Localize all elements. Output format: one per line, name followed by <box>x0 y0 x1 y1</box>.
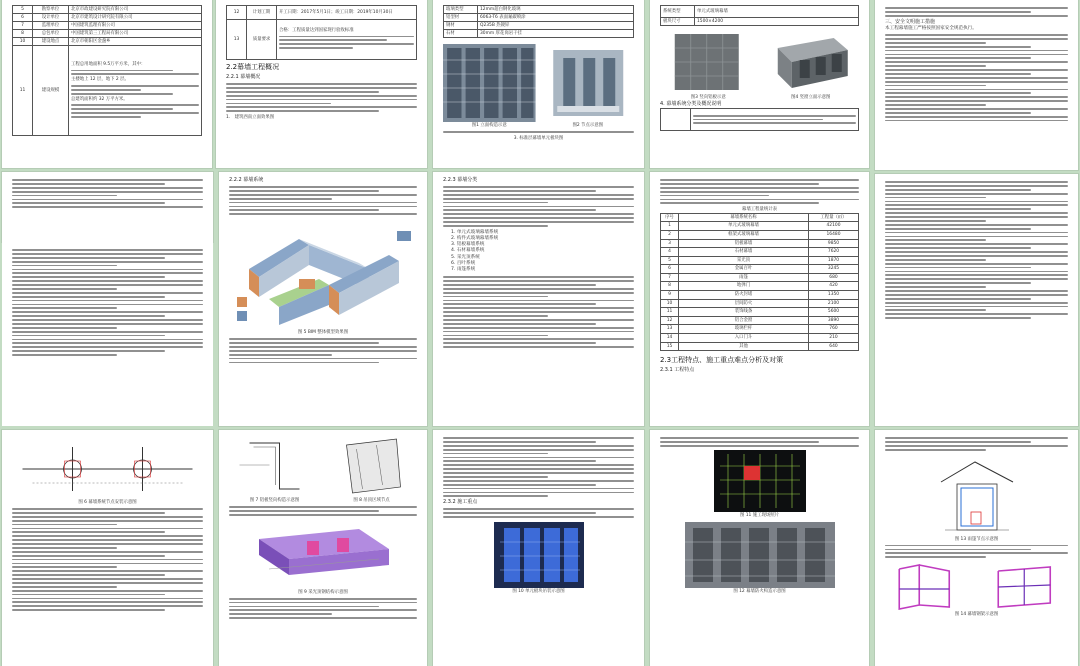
table-cell: 装饰线条 <box>679 308 809 317</box>
table-cell: 5 <box>13 6 33 14</box>
cell: 玻璃类型 <box>444 6 478 14</box>
table-row <box>661 316 859 325</box>
quantity-table <box>660 213 859 351</box>
table-row <box>661 291 859 300</box>
aluminum-profile-drawing <box>229 435 320 497</box>
figure-caption: 图 13 雨篷节点示意图 <box>954 536 999 542</box>
table-cell: 金属百叶 <box>679 265 809 274</box>
table-cell: 其他 <box>679 342 809 351</box>
page-thumbnail-2[interactable] <box>216 0 427 168</box>
table-cell: 防火封堵 <box>679 291 809 300</box>
page-thumbnail-7[interactable] <box>219 172 427 426</box>
page-thumbnail-5[interactable] <box>875 0 1078 170</box>
figure-caption: 图 5 BIM 整体模型效果图 <box>297 330 349 336</box>
steel-frame-render-1 <box>885 561 974 611</box>
table-row <box>661 256 859 265</box>
system-list <box>443 230 634 273</box>
table-cell: 680 <box>809 273 859 282</box>
cell: 石材 <box>444 30 478 38</box>
table-cell: 11 <box>661 308 679 317</box>
table-row <box>661 308 859 317</box>
figure-caption: 1. 建筑西南立面效果图 <box>226 115 275 121</box>
table-cell: 中国建筑监理有限公司 <box>69 22 202 30</box>
figure-caption: 图 11 施工现场照片 <box>739 512 780 518</box>
figure-caption: 图 7 铝板竖向构造示意图 <box>249 498 300 503</box>
table-cell: 5 <box>661 256 679 265</box>
table-cell: 9850 <box>809 239 859 248</box>
cell: Q235B 热镀锌 <box>478 22 634 30</box>
table-cell: 框架式玻璃幕墙 <box>679 230 809 239</box>
scale-content <box>69 46 202 136</box>
table-cell: 12 <box>661 316 679 325</box>
table-cell: 地弹门 <box>679 282 809 291</box>
node-detail-drawing <box>12 439 203 499</box>
figure-caption: 3. 标准层幕墙单元板块图 <box>513 135 564 141</box>
figure-caption: 图 6 幕墙系统节点安装示意图 <box>78 500 137 505</box>
table-cell: 4 <box>661 248 679 257</box>
table-row <box>661 342 859 351</box>
table-row <box>661 282 859 291</box>
row-label: 质量要求 <box>247 20 277 60</box>
table-cell: 层间防火 <box>679 299 809 308</box>
table-cell: 北京市政建设研究院有限公司 <box>69 6 202 14</box>
table-cell: 640 <box>809 342 859 351</box>
table-cell: 15 <box>661 342 679 351</box>
cell: 系统类型 <box>661 6 695 18</box>
table-cell: 210 <box>809 334 859 343</box>
table-cell: 北京市建筑设计研究院有限公司 <box>69 14 202 22</box>
list-item: 2. 构件式玻璃幕墙系统 <box>451 236 499 241</box>
section-heading: 4. 幕墙系统分类及概况说明 <box>660 101 722 107</box>
table-cell: 北京市朝阳区金盏乡 <box>69 38 202 46</box>
table-cell: 设计单位 <box>33 14 69 22</box>
row-text: 开工日期：2017年5月1日；竣工日期：2019年10月30日 <box>277 6 417 20</box>
table-cell: 1870 <box>809 256 859 265</box>
figure-caption: 图 8 吊顶区域节点 <box>353 498 390 503</box>
scale-label: 建设规模 <box>33 46 69 136</box>
figure-caption: 图3 竖向铝板示意 <box>690 95 726 100</box>
canopy-node-drawing <box>935 454 1019 536</box>
table-header: 序号 <box>661 214 679 222</box>
row-text: 合格：工程质量达到国家现行验收标准 <box>279 27 354 33</box>
table-cell: 入口门斗 <box>679 334 809 343</box>
page-thumbnail-6b[interactable] <box>2 242 213 426</box>
page-thumbnail-13[interactable] <box>433 430 644 666</box>
table-cell: 3245 <box>809 265 859 274</box>
list-item: 6. 百叶系统 <box>451 260 476 266</box>
figure-caption: 图 10 单元板块吊装示意图 <box>512 589 565 595</box>
section-heading: 2.3.2 施工重点 <box>443 499 478 506</box>
table-cell: 玻璃栏杆 <box>679 325 809 334</box>
table-row <box>13 6 202 14</box>
site-photo <box>714 450 806 512</box>
material-table <box>443 5 634 38</box>
row-num: 12 <box>227 6 247 20</box>
list-item: 3. 铝板幕墙系统 <box>451 242 485 248</box>
table-row <box>661 265 859 274</box>
table-cell: 1 <box>661 222 679 231</box>
unit-hoisting-render <box>494 522 584 588</box>
table-cell: 8 <box>661 282 679 291</box>
aluminum-panel-photo <box>660 30 757 94</box>
page-thumbnail-12[interactable] <box>219 430 427 666</box>
figure-caption: 图2 节点示意图 <box>572 123 604 128</box>
table-header: 工程量（㎡） <box>809 214 859 222</box>
ceiling-node-drawing <box>326 435 417 497</box>
page-thumbnail-14[interactable] <box>650 430 869 666</box>
table-cell: 13 <box>661 325 679 334</box>
table-cell: 单元式玻璃幕墙 <box>679 222 809 231</box>
table-row <box>661 325 859 334</box>
section-subheading: 2.2.1 幕墙概况 <box>226 74 261 80</box>
table-cell: 建设地点 <box>33 38 69 46</box>
table-cell: 7620 <box>809 248 859 257</box>
page-thumbnail-15[interactable] <box>875 430 1078 666</box>
table-cell: 2 <box>661 230 679 239</box>
window-elevation-photo <box>763 30 860 94</box>
cell: 12mm超白钢化玻璃 <box>478 6 634 14</box>
building-photo <box>443 44 536 122</box>
page-thumbnail-3[interactable] <box>433 0 644 168</box>
section-heading: 2.3工程特点、施工重点难点分析及对策 <box>660 356 784 365</box>
figure-caption: 图 12 幕墙防火构造示意图 <box>733 588 786 594</box>
cell: 1500×4200 <box>695 18 859 26</box>
skylight-steel-render <box>229 519 417 589</box>
table-cell: 5600 <box>809 308 859 317</box>
page-thumbnail-6[interactable] <box>2 172 213 242</box>
list-item: 1. 单元式玻璃幕墙系统 <box>451 229 499 235</box>
section-heading: 2.2.2 幕墙系统 <box>229 177 264 183</box>
table-row <box>13 14 202 22</box>
table-row <box>661 273 859 282</box>
table-cell: 采光顶 <box>679 256 809 265</box>
figure-caption: 图 14 幕墙钢架示意图 <box>954 612 999 618</box>
section-heading: 三、安全文明施工措施 <box>885 18 936 25</box>
table-row <box>661 239 859 248</box>
table-row <box>13 30 202 38</box>
cell: 铝型材 <box>444 14 478 22</box>
table-header: 幕墙系统名称 <box>679 214 809 222</box>
body-text: 本工程幕墙施工严格按照国家安全规范执行。 <box>885 25 977 31</box>
cell: 板块尺寸 <box>661 18 695 26</box>
row-text-block <box>277 20 417 60</box>
table-row <box>661 222 859 231</box>
page-thumbnail-9[interactable] <box>650 172 869 426</box>
table-row <box>661 230 859 239</box>
table-cell: 7 <box>13 22 33 30</box>
table-cell: 铝合金窗 <box>679 316 809 325</box>
system-table <box>660 5 859 26</box>
row-label: 计划工期 <box>247 6 277 20</box>
cell: 单元式玻璃幕墙 <box>695 6 859 18</box>
scale-line: 总建筑面积约 32 万平方米。 <box>71 96 128 102</box>
page-thumbnail-4[interactable] <box>650 0 869 168</box>
table-caption: 幕墙工程量统计表 <box>741 207 778 213</box>
section-subheading: 2.3.1 工程特点 <box>660 367 695 374</box>
figure-caption: 图1 立面构造示意 <box>471 123 507 128</box>
scale-line: 工程总用地面积 9.5万平方米，其中： <box>71 61 146 67</box>
schedule-table <box>226 5 417 60</box>
table-row <box>13 22 202 30</box>
table-cell: 7 <box>661 273 679 282</box>
table-cell: 8 <box>13 30 33 38</box>
table-cell: 1350 <box>809 291 859 300</box>
project-info-table <box>12 5 202 46</box>
fire-protection-photo <box>685 522 835 588</box>
cell: 6063-T6 表面氟碳喷涂 <box>478 14 634 22</box>
table-cell: 10 <box>13 38 33 46</box>
table-cell: 3890 <box>809 316 859 325</box>
table-cell: 6 <box>13 14 33 22</box>
cell: 钢材 <box>444 22 478 30</box>
cell: 30mm 厚花岗岩干挂 <box>478 30 634 38</box>
table-cell: 760 <box>809 325 859 334</box>
table-cell: 14 <box>661 334 679 343</box>
section-heading: 2.2.3 幕墙分类 <box>443 177 478 183</box>
table-cell: 42100 <box>809 222 859 231</box>
table-cell: 420 <box>809 282 859 291</box>
table-cell: 6 <box>661 265 679 274</box>
page-thumbnail-10[interactable] <box>875 174 1078 426</box>
page-thumbnail-11[interactable] <box>2 430 213 666</box>
table-row <box>661 299 859 308</box>
list-item: 7. 雨篷系统 <box>451 267 476 273</box>
section-heading: 2.2幕墙工程概况 <box>226 63 280 71</box>
scale-num: 11 <box>13 46 33 136</box>
figure-caption: 图 9 采光顶钢结构示意图 <box>298 589 348 595</box>
table-cell: 10 <box>661 299 679 308</box>
table-row <box>661 334 859 343</box>
table-cell: 石材幕墙 <box>679 248 809 257</box>
list-item: 5. 采光顶系统 <box>451 254 480 260</box>
table-cell: 总包单位 <box>33 30 69 38</box>
steel-frame-render-2 <box>980 561 1069 611</box>
table-cell: 中国建筑第三工程局有限公司 <box>69 30 202 38</box>
table-cell: 铝板幕墙 <box>679 239 809 248</box>
table-cell: 勘察单位 <box>33 6 69 14</box>
table-cell: 雨篷 <box>679 273 809 282</box>
scale-line: 主楼地上 12 层，地下 2 层。 <box>71 77 129 83</box>
node-diagram <box>542 44 635 122</box>
page-thumbnail-1[interactable] <box>2 0 212 168</box>
list-item: 4. 石材幕墙系统 <box>451 248 485 254</box>
table-row <box>661 248 859 257</box>
row-num: 13 <box>227 20 247 60</box>
page-thumbnail-8[interactable] <box>433 172 644 426</box>
figure-caption: 图4 竖窗立面示意图 <box>791 95 831 100</box>
table-cell: 3 <box>661 239 679 248</box>
bim-model-image <box>229 219 417 329</box>
table-cell: 9 <box>661 291 679 300</box>
table-cell: 16480 <box>809 230 859 239</box>
desc-table <box>660 108 859 131</box>
table-cell: 监理单位 <box>33 22 69 30</box>
table-row <box>13 38 202 46</box>
table-cell: 2100 <box>809 299 859 308</box>
scale-table <box>12 45 202 136</box>
